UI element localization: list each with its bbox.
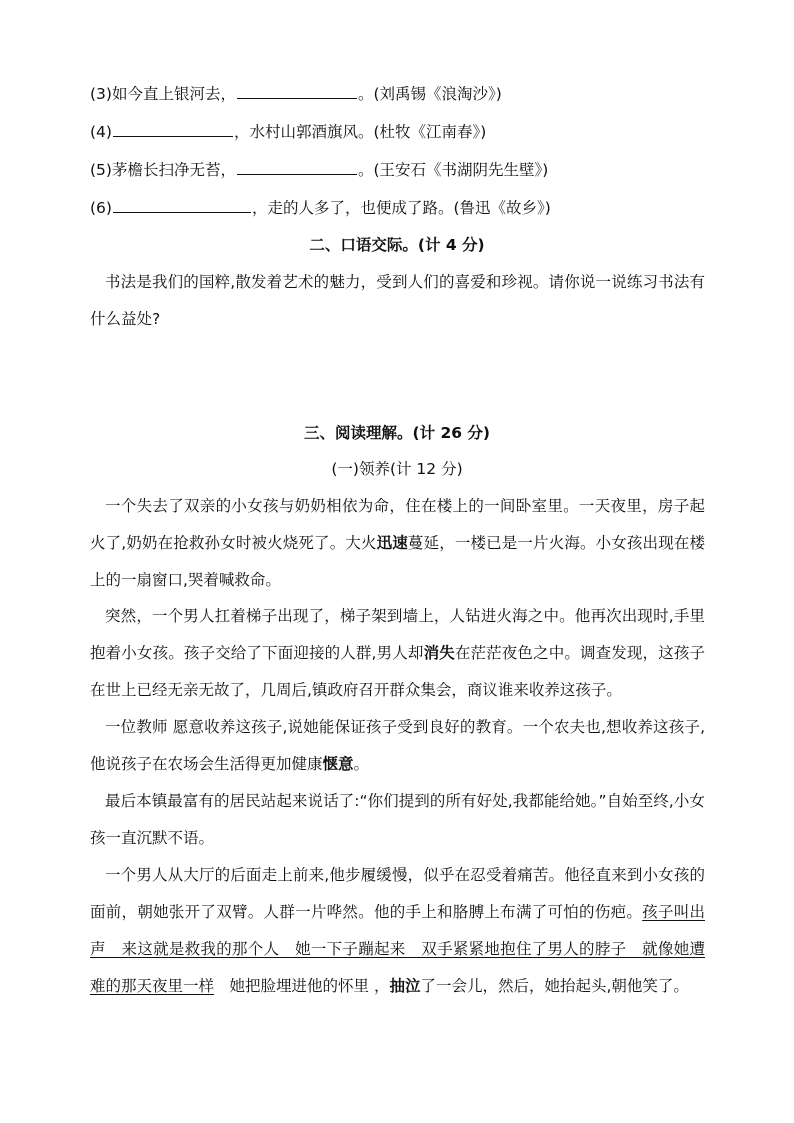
poem-text: (4) [90,123,112,141]
paragraph-1: 一个失去了双亲的小女孩与奶奶相依为命，住在楼上的一间卧室里。一天夜里，房子起火了,奶奶在抢救孙女时被火烧死了。大火迅速蔓延，一楼已是一片火海。小女孩出现在楼上的一扇窗口,哭着喊救命。 [90,497,705,589]
underlined-sentence: 孩子叫出声 来这就是救我的那个人 她一下子蹦起来 双手紧紧地抱住了男人的脖子 就像她遭难的那天夜里一样 [90,903,705,995]
paragraph-2: 突然，一个男人扛着梯子出现了，梯子架到墙上，人钻进火海之中。他再次出现时,手里抱着小女孩。孩子交给了下面迎接的人群,男人却消失在茫茫夜色之中。调查发现，这孩子在世上已经无亲无故了，几周后,镇政府召开群众集会，商议谁来收养这孩子。 [90,607,705,699]
poem-line-5 [90,159,548,181]
answer-blank[interactable] [113,121,233,137]
poem-source: ，水村山郭酒旗风。(杜牧《江南春》) [233,123,487,141]
poem-source: ，走的人多了，也便成了路。(鲁迅《故乡》) [251,199,551,217]
poem-source: 。(刘禹锡《浪淘沙》) [357,85,502,103]
poem-source: 。(王安石《书湖阴先生壁》) [357,161,549,179]
paragraph-5: 一个男人从大厅的后面走上前来,他步履缓慢，似乎在忍受着痛苦。他径直来到小女孩的面前，朝她张开了双臂。人群一片哗然。他的手上和胳膊上布满了可怕的伤疤。孩子叫出声 来这就是救我的那个人 她一下子蹦起来 双手紧紧地抱住了男人的脖子 就像她遭难的那天夜里一样 她把脸埋进他的怀里 ，抽泣了一会儿，然后，她抬起头,朝他笑了。 [90,866,705,995]
poem-line-6 [90,197,551,219]
answer-blank[interactable] [113,197,251,213]
bold-word: 消失 [423,644,455,662]
paragraph-3: 一位教师 愿意收养这孩子,说她能保证孩子受到良好的教育。一个农夫也,想收养这孩子,他说孩子在农场会生活得更加健康惬意。 [90,718,705,773]
bold-word: 惬意 [322,755,354,773]
poem-line-4 [90,121,486,143]
paragraph-4: 最后本镇最富有的居民站起来说话了:“你们提到的所有好处,我都能给她。”自始至终,小女孩一直沉默不语。 [90,792,705,847]
poem-line-3 [90,83,502,105]
bold-word: 抽泣 [389,977,421,995]
section-2-question: 书法是我们的国粹,散发着艺术的魅力，受到人们的喜爱和珍视。请你说一说练习书法有什么益处? [90,273,705,328]
bold-word: 迅速 [376,534,408,552]
reading-subtitle: (一)领养(计 12 分) [331,460,463,478]
poem-text: (6) [90,199,112,217]
poem-text: (3)如今直上银河去， [90,85,236,103]
section-2-title: 二、口语交际。(计 4 分) [309,236,485,254]
section-3-title: 三、阅读理解。(计 26 分) [303,424,491,442]
answer-blank[interactable] [237,83,357,99]
poem-text: (5)茅檐长扫净无苔， [90,161,236,179]
answer-blank[interactable] [237,159,357,175]
